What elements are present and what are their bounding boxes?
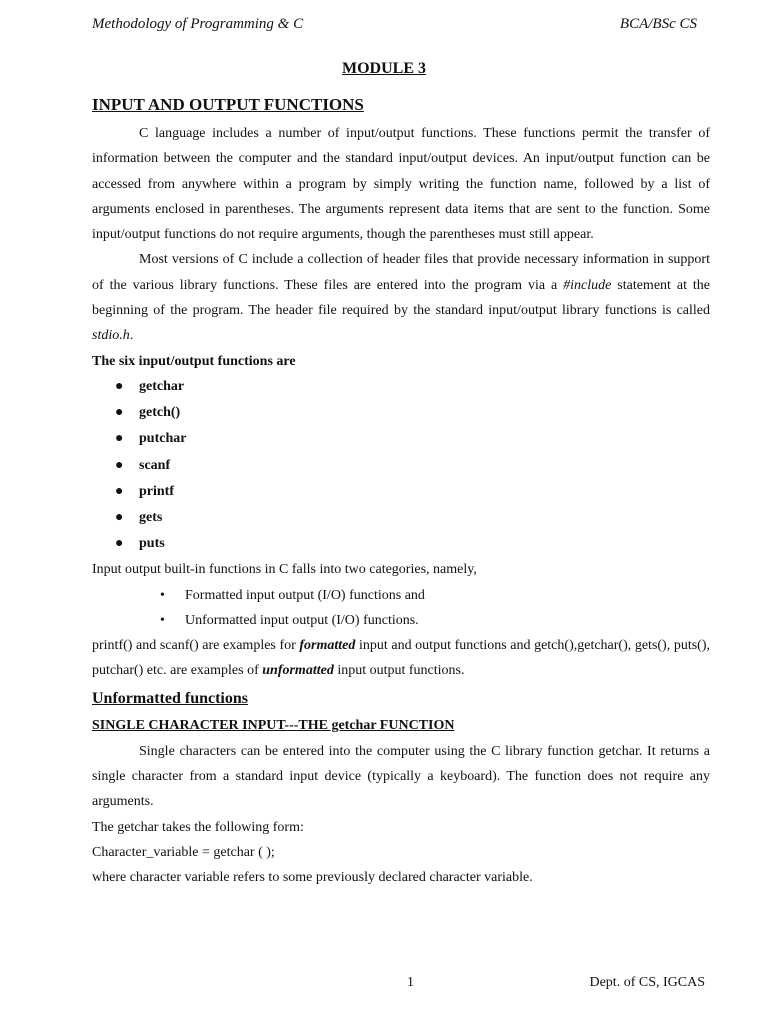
- list-item: [92, 505, 710, 531]
- getchar-syntax-line: Character_variable = getchar ( );: [92, 844, 275, 860]
- bullet-icon: •: [160, 612, 165, 628]
- categories-intro: Input output built-in functions in C falls into two categories, namely,: [92, 562, 477, 578]
- examples-paragraph: [92, 633, 710, 684]
- stdio-filename: stdio.h: [92, 328, 130, 344]
- list-item: [92, 453, 710, 479]
- bullet-icon: ●: [115, 405, 124, 421]
- getchar-paragraph: Single characters can be entered into the computer using the C library function getchar. It returns a single character from a standard input device (typically a keyboard). The function does not require any arguments.: [92, 743, 710, 810]
- intro-paragraph: C language includes a number of input/output functions. These functions permit the transfer of information between the computer and the standard input/output devices. An input/output function can be accessed from anywhere within a program by simply writing the function name, followed by a list of arguments enclosed in parentheses. The arguments represent data items that are sent to the function. Some input/output functions do not require arguments, though the parentheses must still appear.: [92, 126, 710, 243]
- include-keyword: #include: [563, 277, 612, 293]
- module-title: MODULE 3: [342, 60, 426, 77]
- function-name: scanf: [139, 457, 171, 473]
- bullet-icon: ●: [115, 536, 124, 552]
- section-title: INPUT AND OUTPUT FUNCTIONS: [92, 95, 364, 114]
- header-program: BCA/BSc CS: [619, 16, 697, 32]
- category-list: [92, 583, 710, 634]
- category-label: Unformatted input output (I/O) functions.: [185, 612, 419, 628]
- examples-text-a: printf() and scanf() are examples for: [92, 638, 300, 654]
- bullet-icon: ●: [115, 431, 124, 447]
- list-item: [92, 374, 710, 400]
- bullet-icon: •: [160, 587, 165, 603]
- function-name: gets: [139, 509, 163, 525]
- function-list: [92, 374, 710, 557]
- category-label: Formatted input output (I/O) functions and: [185, 587, 425, 603]
- getchar-heading: SINGLE CHARACTER INPUT---THE getchar FUNCTION: [92, 717, 455, 733]
- list-item: [92, 479, 710, 505]
- getchar-form-line: The getchar takes the following form:: [92, 819, 304, 835]
- bullet-icon: ●: [115, 378, 124, 394]
- unformatted-functions-heading: Unformatted functions: [92, 689, 248, 707]
- bullet-icon: ●: [115, 509, 124, 525]
- list-item: [92, 583, 710, 608]
- header-course-title: Methodology of Programming & C: [92, 16, 304, 32]
- examples-text-c: input output functions.: [333, 663, 465, 679]
- function-name: printf: [139, 483, 174, 499]
- function-name: getch(): [139, 405, 181, 421]
- function-name: putchar: [139, 431, 187, 447]
- page-number: 1: [407, 975, 414, 990]
- function-name: puts: [139, 536, 165, 552]
- list-item: [92, 400, 710, 426]
- para2-text-b: statement at the beginning of the program. The header file required by the standard input/output library functions is called: [92, 277, 710, 319]
- list-item: [92, 426, 710, 452]
- list-item: [92, 531, 710, 557]
- examples-text-b: input and output functions and getch(),getchar(), gets(), puts(), putchar() etc. are examples of: [92, 638, 710, 679]
- formatted-term: formatted: [299, 638, 356, 654]
- getchar-where-line: where character variable refers to some previously declared character variable.: [92, 870, 533, 886]
- bullet-icon: ●: [115, 483, 124, 499]
- para2-text-a: Most versions of C include a collection of header files that provide necessary information in support of the various library functions. These files are entered into the program via a: [92, 252, 710, 293]
- footer-department: Dept. of CS, IGCAS: [589, 975, 705, 990]
- list-item: [92, 608, 710, 633]
- para2-text-c: .: [129, 328, 134, 344]
- header-files-paragraph: [92, 247, 710, 348]
- unformatted-term: unformatted: [262, 663, 334, 679]
- six-functions-heading: The six input/output functions are: [92, 353, 296, 369]
- main-content: [92, 121, 710, 891]
- bullet-icon: ●: [115, 457, 124, 473]
- function-name: getchar: [139, 378, 185, 394]
